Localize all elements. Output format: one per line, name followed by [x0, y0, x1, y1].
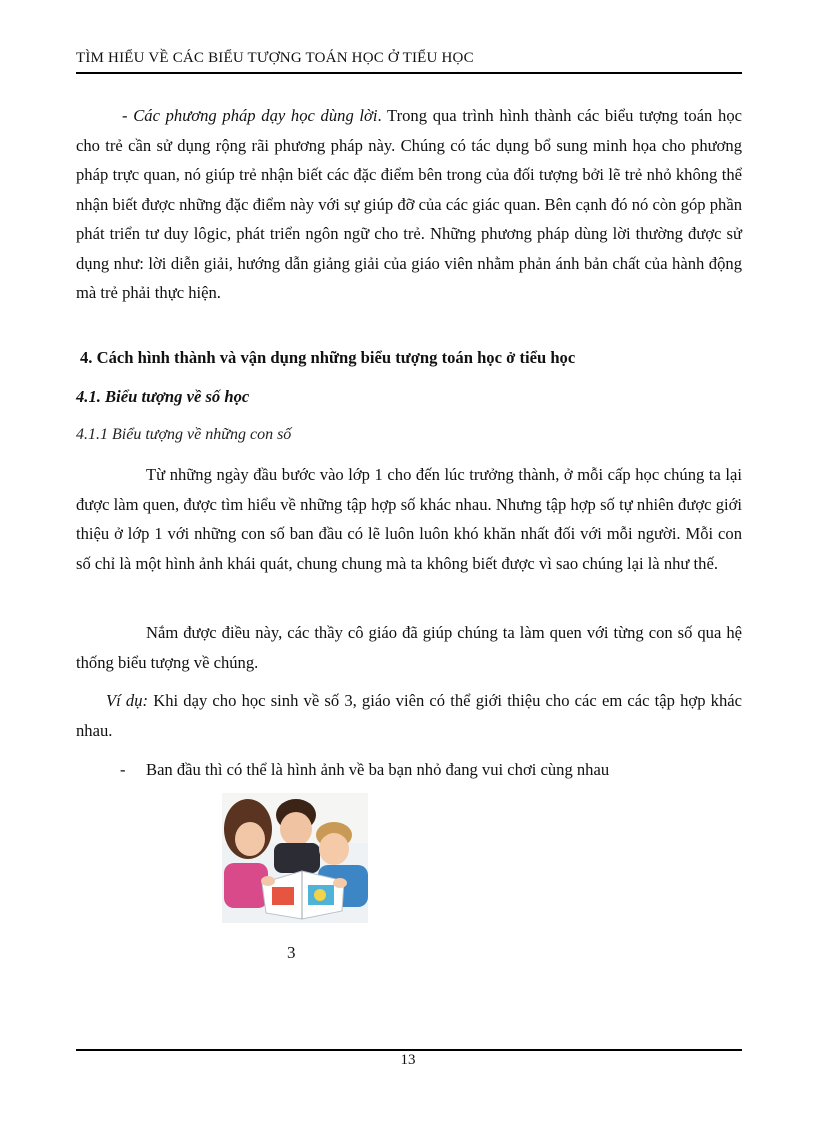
running-header: TÌM HIỂU VỀ CÁC BIỂU TƯỢNG TOÁN HỌC Ở TIỂU HỌC: [76, 50, 474, 66]
footer-rule: [76, 1049, 742, 1051]
subsection-heading-4-1: 4.1. Biểu tượng về số học: [76, 387, 250, 406]
subsubsection-heading-4-1-1: 4.1.1 Biểu tượng về những con số: [76, 426, 292, 443]
paragraph-numbers: Từ những ngày đầu bước vào lớp 1 cho đến lúc trưởng thành, ở mỗi cấp học chúng ta lại được làm quen, được tìm hiểu về những tập hợp số khác nhau. Nhưng tập hợp số tự nhiên được giới thiệu ở lớp 1 với những con số ban đầu có lẽ luôn luôn khó khăn nhất đối với mỗi người. Mỗi con số chỉ là một hình ảnh khái quát, chung chung mà ta không biết được vì sao chúng lại là như thế.: [76, 465, 742, 573]
bullet-dash: -: [120, 760, 126, 779]
bullet-text: Ban đầu thì có thể là hình ảnh về ba bạn nhỏ đang vui chơi cùng nhau: [146, 760, 610, 779]
page-number: 13: [400, 1052, 416, 1068]
paragraph-teachers: Nắm được điều này, các thầy cô giáo đã giúp chúng ta làm quen với từng con số qua hệ thống biểu tượng về chúng.: [76, 623, 742, 672]
children-reading-photo: [222, 793, 368, 923]
figure-caption: 3: [287, 943, 296, 962]
section-heading-4: 4. Cách hình thành và vận dụng những biểu tượng toán học ở tiểu học: [80, 348, 576, 367]
example-lead: Ví dụ:: [106, 691, 149, 710]
paragraph-verbal-methods: [76, 101, 742, 308]
example-text: Khi dạy cho học sinh về số 3, giáo viên có thể giới thiệu cho các em các tập hợp khác nhau.: [76, 691, 742, 740]
bullet-item: [120, 760, 609, 780]
paragraph-text: . Trong qua trình hình thành các biểu tượng toán học cho trẻ cần sử dụng rộng rãi phương pháp này. Chúng có tác dụng bổ sung minh họa cho phương pháp trực quan, nó giúp trẻ nhận biết các đặc điểm bên trong của đối tượng bởi lẽ trẻ nhỏ không thể nhận biết được những đặc điểm này với sự giúp đỡ của các giác quan. Bên cạnh đó nó còn góp phần phát triển tư duy lôgic, phát triển ngôn ngữ cho trẻ. Những phương pháp dùng lời thường được sử dụng như: lời diễn giải, hướng dẫn giảng giải của giáo viên nhằm phản ánh bản chất của hành động mà trẻ phải thực hiện.: [76, 106, 742, 302]
paragraph-lead: - Các phương pháp dạy học dùng lời: [122, 106, 378, 125]
paragraph-example: [76, 686, 742, 745]
header-rule: [76, 72, 742, 74]
